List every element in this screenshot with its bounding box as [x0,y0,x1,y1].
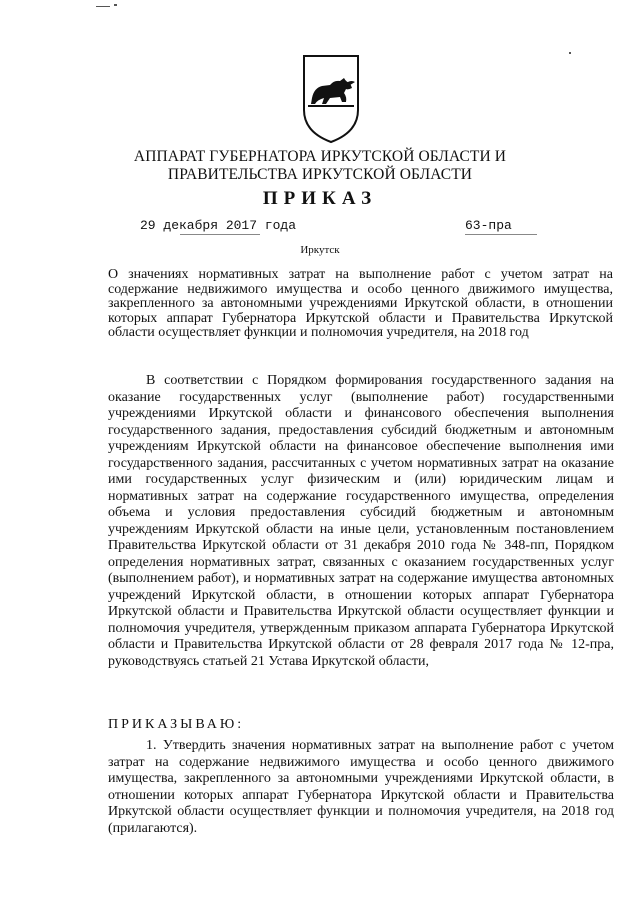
document-subject: О значениях нормативных затрат на выполнение работ с учетом затрат на содержание недвижимого имущества и особо ценного движимого имущества, закрепленного за автономными учреждениями Иркутской области, в отношении которых аппарат Губернатора Иркутской области и Правительства Иркутской области осуществляет функции и полномочия учредителя, на 2018 год [108,267,613,340]
date-underline [180,234,260,235]
order-word: ПРИКАЗЫВАЮ: [108,717,245,732]
preamble-paragraph: В соответствии с Порядком формирования государственного задания на оказание государственных услуг (выполнение работ) государственными учреждениями Иркутской области и финансового обеспечения выполнения государственного задания, предоставления субсидий бюджетным и автономным учреждениям Иркутской области на финансовое обеспечение выполнения ими государственного задания, рассчитанных с учетом нормативных затрат на оказание ими государственных услуг физическим и (или) юридическим лицам и нормативных затрат на содержание государственного имущества, определения объема и условия предоставления субсидий бюджетным и автономным учреждениям Иркутской области на иные цели, установленным постановлением Правительства Иркутской области от 31 декабря 2010 года № 348-пп, Порядком определения нормативных затрат, связанных с оказанием государственных услуг (выполнением работ), и нормативных затрат на содержание имущества автономных учреждений Иркутской области, в отношении которых аппарат Губернатора Иркутской области и Правительства Иркутской области осуществляет функции и полномочия учредителя, утвержденным приказом аппарата Губернатора Иркутской области и Правительства Иркутской области от 28 февраля 2017 года № 12-пра, руководствуясь статьей 21 Устава Иркутской области, [108,373,614,669]
organization-name [0,148,640,184]
irkutsk-coat-of-arms-icon [300,52,362,144]
document-type: ПРИКАЗ [262,188,378,209]
scan-speck [114,4,117,6]
org-line-2: ПРАВИТЕЛЬСТВА ИРКУТСКОЙ ОБЛАСТИ [167,166,473,183]
document-number: 63-пра [465,218,512,233]
org-line-1: АППАРАТ ГУБЕРНАТОРА ИРКУТСКОЙ ОБЛАСТИ И [133,148,507,165]
scan-speck [96,6,110,7]
document-date: 29 декабря 2017 года [140,218,297,233]
scan-speck [569,52,571,54]
order-item-1: 1. Утвердить значения нормативных затрат на выполнение работ с учетом затрат на содержание недвижимого имущества и особо ценного движимого имущества, закрепленного за автономными учреждениями Иркутской области, в отношении которых аппарат Губернатора Иркутской области и Правительства Иркутской области осуществляет функции и полномочия учредителя, на 2018 год (прилагаются). [108,738,614,836]
number-underline [465,234,537,235]
document-city: Иркутск [300,244,340,256]
